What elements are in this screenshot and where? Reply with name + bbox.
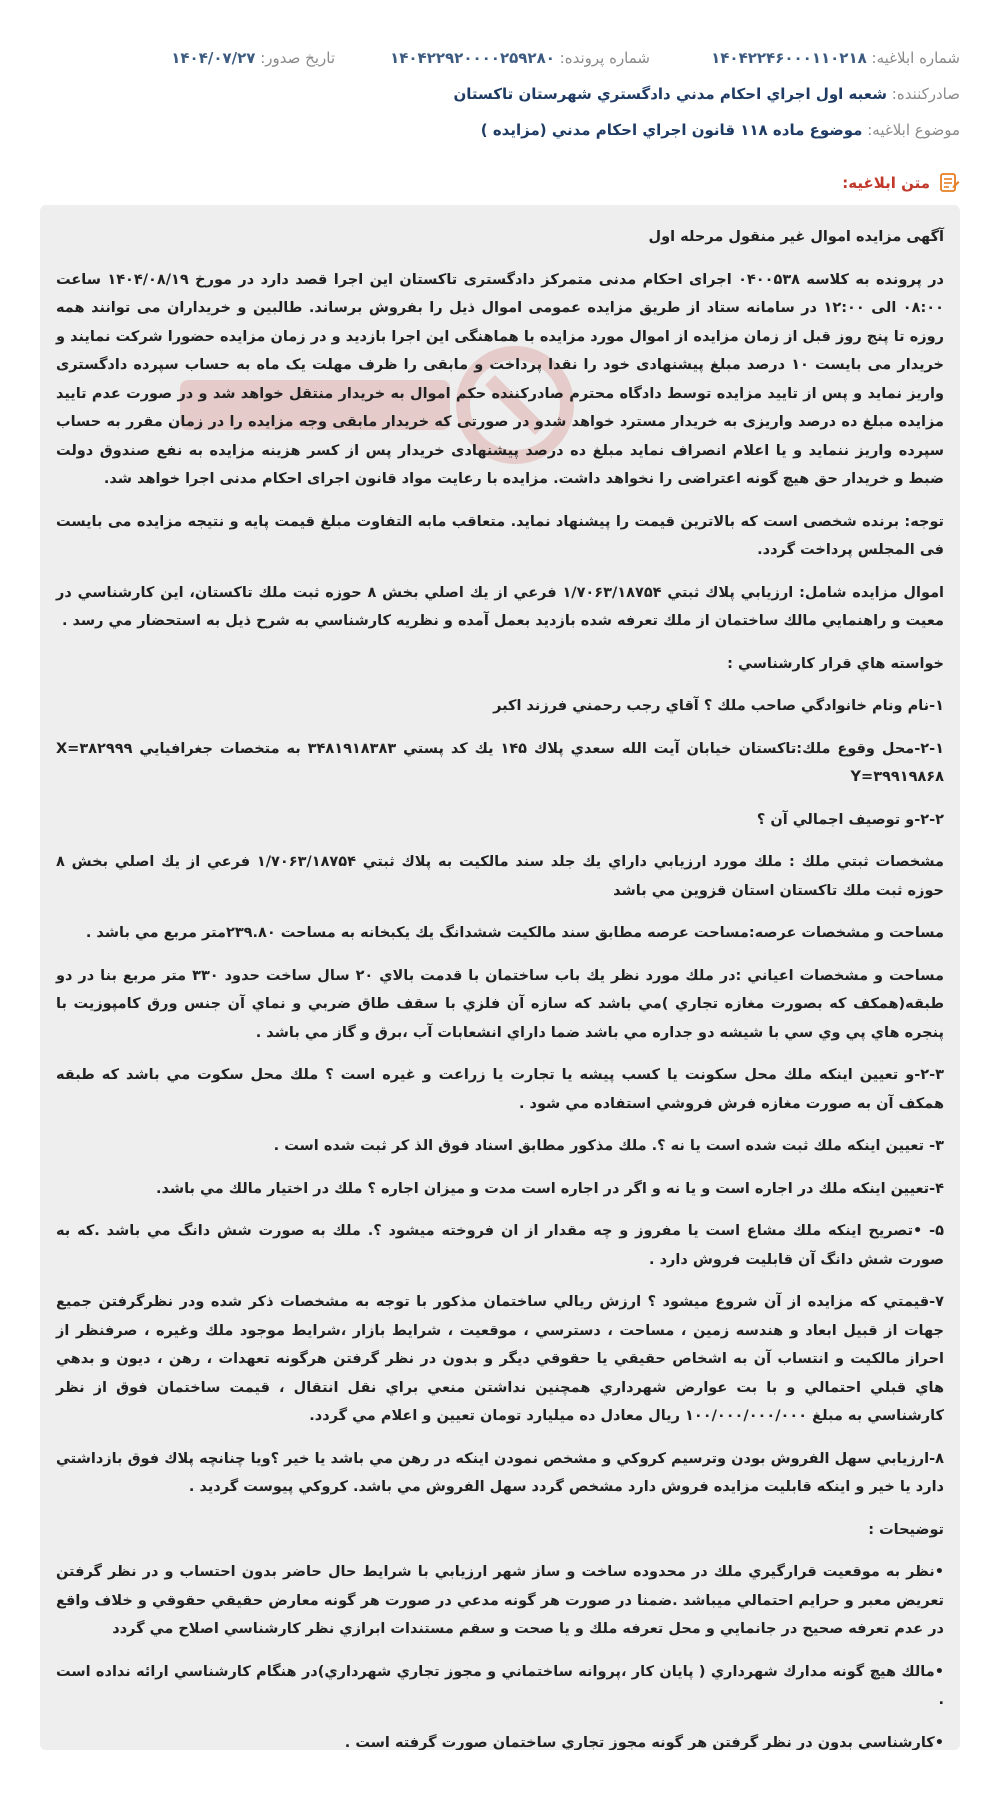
notice-text-heading: [842, 172, 960, 194]
issue-date-label: تاریخ صدور:: [260, 49, 335, 67]
subject-row: [40, 120, 960, 140]
subject-label: موضوع ابلاغیه:: [867, 121, 960, 139]
body-paragraph: آگهی مزایده اموال غیر منقول مرحله اول: [648, 229, 944, 245]
issue-date-value: ۱۴۰۴/۰۷/۲۷: [171, 49, 256, 67]
body-paragraph: ۷-قيمتي كه مزايده از آن شروع ميشود ؟ ارزش ريالي ساختمان مذكور با توجه به مشخصات ذكر شده ودر نظرگرفتن جميع جهات از قبيل ابعاد و هندسه زمين ، مساحت ، دسترسي ، موقعيت ، شرايط بازار ،شرايط موجود ملك وغيره ، صرفنظر از احراز مالكيت و انتساب آن به اشخاص حقيقي يا حقوقي ديگر و بدون در نظر گرفتن هرگونه تعهدات ، رهن ، ديون و بدهي هاي قبلي احتمالي و با بت عوارض شهرداري همچنين نداشتن منعي براي نقل انتقال ، قيمت ساختمان فوق از نظر كارشناسي به مبلغ ۱۰۰/۰۰۰/۰۰۰/۰۰۰ ريال معادل ده ميليارد تومان تعيين و اعلام مي گردد.: [56, 1294, 944, 1424]
body-paragraph: ۳- تعيين اينكه ملك ثبت شده است يا نه ؟. ملك مذكور مطابق اسناد فوق الذ كر ثبت شده است .: [273, 1138, 944, 1154]
body-paragraph: مساحت و مشخصات اعياني :در ملك مورد نظر يك باب ساختمان با قدمت بالاي ۲۰ سال ساخت حدود ۳۳۰ متر مربع بنا در دو طبقه(همكف كه بصورت مغازه تجاري )مي باشد كه سازه آن فلزي با سقف طاق ضربي و نماي آن جنس ورق كامپوزيت با پنجره هاي پي وي سي با شيشه دو جداره مي باشد ضما داراي انشعابات آب ،برق و گاز مي باشد .: [56, 967, 944, 1041]
body-paragraph: توجه: برنده شخصی است که بالاترین قیمت را پیشنهاد نماید. متعاقب مابه التفاوت مبلغ قیمت پایه و نتیجه مزایده می بایست فی المجلس پرداخت گردد.: [56, 513, 944, 558]
body-paragraph: مساحت و مشخصات عرصه:مساحت عرصه مطابق سند مالكيت ششدانگ يك يكبخانه به مساحت ۲۳۹.۸۰متر مربع مي باشد .: [85, 925, 944, 941]
case-number-label: شماره پرونده:: [559, 49, 650, 67]
body-paragraph: ۲-۱-محل وقوع ملك:تاكستان خيابان آيت الله سعدي پلاك ۱۴۵ يك كد پستي ۳۴۸۱۹۱۸۳۸۳ به متخصات جغرافيايي X=۳۸۲۹۹۹ Y=۳۹۹۱۹۸۶۸: [56, 740, 944, 785]
body-paragraph: توضيحات :: [868, 1521, 944, 1538]
body-paragraph: ۱-نام ونام خانوادگي صاحب ملك ؟ آقاي رجب رحمني فرزند اكبر: [493, 698, 944, 714]
body-paragraph: مشخصات ثبتي ملك : ملك مورد ارزيابي داراي يك جلد سند مالكيت به پلاك ثبتي ۱/۷۰۶۳/۱۸۷۵۴ فرعي از يك اصلي بخش ۸ حوزه ثبت ملك تاكستان استان قزوين مي باشد: [56, 854, 945, 899]
section-title: متن ابلاغیه:: [842, 174, 930, 192]
issuer-value: شعبه اول اجراي احكام مدني دادگستري شهرستان تاكستان: [453, 85, 887, 103]
body-paragraph: خواسته هاي قرار كارشناسي :: [727, 655, 944, 672]
issuer-row: [40, 84, 960, 104]
notice-number: [711, 48, 960, 68]
body-paragraph: ۸-ارزيابي سهل الفروش بودن وترسيم كروكي و مشخص نمودن اينكه در رهن مي باشد يا خير ؟ويا چنانچه پلاك فوق بازداشتي دارد يا خير و اينكه قابليت مزايده فروش دارد مشخص گردد سهل الفروش مي باشد. كروكي پيوست گرديد .: [56, 1450, 944, 1495]
document-note-icon: [938, 172, 960, 194]
body-paragraph: ۵- •تصريح اينكه ملك مشاع است يا مفروز و چه مقدار از ان فروخته ميشود ؟. ملك به صورت شش دانگ مي باشد .كه به صورت شش دانگ آن قابليت فروش دارد .: [56, 1223, 944, 1268]
body-paragraph: •نظر به موقعيت قرارگيري ملك در محدوده ساخت و ساز شهر ارزيابي با شرايط حال حاضر بدون احتساب و در نظر گرفتن تعريض معبر و حرايم احتمالي ميباشد .ضمنا در صورت هر گونه مدعي در صورت هر گونه معارض حقيقي حقوقي و خلاف واقع در عدم تعرفه صحيح در جانمايي و محل تعرفه ملك و يا صحت و سقم مستندات ابرازي نظر كارشناسي اصلاح مي گردد: [56, 1564, 944, 1637]
case-number-value: ۱۴۰۴۲۲۹۲۰۰۰۰۲۵۹۲۸۰: [390, 49, 555, 67]
body-paragraph: ۲-۲-و توصيف اجمالي آن ؟: [756, 811, 944, 828]
issue-date: [171, 48, 335, 68]
body-paragraph: در پرونده به کلاسه ۰۴۰۰۵۳۸ اجرای احکام مدنی متمرکز دادگستری تاکستان این اجرا قصد دارد در مورخ ۱۴۰۴/۰۸/۱۹ ساعت ۰۸:۰۰ الی ۱۲:۰۰ در سامانه ستاد از طریق مزایده عمومی اموال ذیل را بفروش برساند. طالبین و خریداران می توانند همه روزه تا پنج روز قبل از زمان مزایده از اموال مورد مزایده با هماهنگی این اجرا بازدید و در زمان مزایده حضورا شرکت نمایند و خریدار می بایست ۱۰ درصد مبلغ پیشنهادی خود را نقدا پرداخت و مابقی را ظرف مهلت یک ماه به حساب سپرده دادگستری واریز نماید و پس از تایید مزایده توسط دادگاه محترم صادرکننده حکم اموال به خریدار منتقل خواهد شد و در صورت عدم تایید مزایده مبلغ ده درصد واریزی به خریدار مسترد خواهد شدو در صورتی که خریدار مابقی وجه مزایده را در زمان مقرر به حساب سپرده واریز ننماید و یا اعلام انصراف نماید مبلغ ده درصد پیشنهادی خریدار پس از کسر هزینه مزایده به نفع صندوق دولت ضبط و خریدار حق هیچ گونه اعتراضی را نخواهد داشت. مزایده با رعایت مواد قانون اجرای احکام مدنی اجرا خواهد شد.: [56, 271, 944, 487]
notice-number-label: شماره ابلاغیه:: [871, 49, 960, 67]
notice-body-panel: [40, 205, 960, 1750]
body-paragraph: ۴-تعيين اينكه ملك در اجاره است و يا نه و اگر در اجاره است مدت و ميزان اجاره ؟ ملك در اختيار مالك مي باشد.: [155, 1180, 944, 1197]
body-paragraph: •مالك هيچ گونه مدارك شهرداري ( پايان كار ،پروانه ساختماني و مجوز تجاري شهرداري)در هنگام كارشناسي ارائه نداده است .: [56, 1663, 944, 1708]
issuer-label: صادرکننده:: [891, 85, 960, 103]
notice-body-text: [56, 223, 944, 1750]
body-paragraph: •كارشناسي بدون در نظر گرفتن هر گونه مجوز تجاري ساختمان صورت گرفته است .: [344, 1734, 944, 1750]
subject-value: موضوع ماده ۱۱۸ قانون اجراي احكام مدني (مزايده ): [480, 121, 863, 139]
case-number: [390, 48, 650, 68]
notice-number-value: ۱۴۰۴۲۲۴۶۰۰۰۱۱۰۲۱۸: [711, 49, 867, 67]
body-paragraph: ۲-۳-و تعيين اينكه ملك محل سكونت يا كسب پيشه يا تجارت يا زراعت و غيره است ؟ ملك محل سكوت مي باشد كه طبقه همكف آن به صورت مغازه فرش فروشي استفاده مي شود .: [56, 1067, 944, 1112]
body-paragraph: اموال مزايده شامل: ارزيابي پلاك ثبتي ۱/۷۰۶۳/۱۸۷۵۴ فرعي از يك اصلي بخش ۸ حوزه ثبت ملك تاكستان، اين كارشناسي در معيت و راهنمايي مالك ساختمان از ملك تعرفه شده بازديد بعمل آمده و نظريه كارشناسي به شرح ذيل به استحضار مي رسد .: [56, 584, 945, 629]
